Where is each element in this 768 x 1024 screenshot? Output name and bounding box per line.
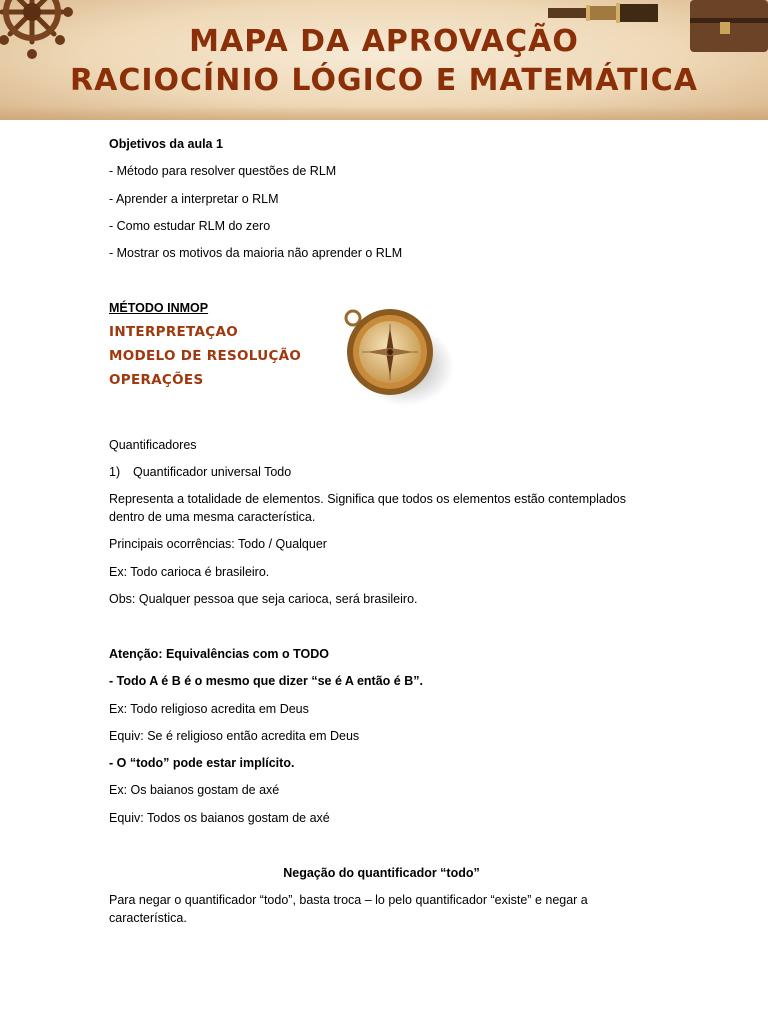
page-title-line-2: RACIOCÍNIO LÓGICO E MATEMÁTICA <box>70 63 698 98</box>
negation-heading: Negação do quantificador “todo” <box>283 866 480 880</box>
negation-paragraph: Para negar o quantificador “todo”, basta troca – lo pelo quantificador “existe” e negar a característica. <box>109 893 588 925</box>
method-item-modelo: MODELO DE RESOLUÇÃO <box>109 348 302 364</box>
example-line: Ex: Todo carioca é brasileiro. <box>109 565 270 579</box>
quantifier-item <box>109 463 291 481</box>
rule-line: - Todo A é B é o mesmo que dizer “se é A então é B”. <box>109 674 423 688</box>
attention-heading: Atenção: Equivalências com o TODO <box>109 647 329 661</box>
quantifier-paragraph: Representa a totalidade de elementos. Significa que todos os elementos estão contemplados dentro de uma mesma característica. <box>109 492 626 524</box>
example-line: Ex: Todo religioso acredita em Deus <box>109 702 309 716</box>
objectives-heading: Objetivos da aula 1 <box>109 137 223 151</box>
item-number: 1) <box>109 465 121 479</box>
objective-item: - Como estudar RLM do zero <box>109 219 271 233</box>
occurrences-line: Principais ocorrências: Todo / Qualquer <box>109 537 327 551</box>
page-title-line-1: MAPA DA APROVAÇÃO <box>189 24 579 59</box>
objective-item: - Aprender a interpretar o RLM <box>109 192 279 206</box>
method-heading: MÉTODO INMOP <box>109 301 209 315</box>
objective-item: - Mostrar os motivos da maioria não aprender o RLM <box>109 246 403 260</box>
header-banner <box>0 0 768 120</box>
compass-icon <box>340 300 460 410</box>
objective-item: - Método para resolver questões de RLM <box>109 164 337 178</box>
equivalence-line: Equiv: Se é religioso então acredita em Deus <box>109 729 360 743</box>
rule-line: - O “todo” pode estar implícito. <box>109 756 295 770</box>
obs-line: Obs: Qualquer pessoa que seja carioca, será brasileiro. <box>109 592 418 606</box>
example-line: Ex: Os baianos gostam de axé <box>109 783 280 797</box>
equivalence-line: Equiv: Todos os baianos gostam de axé <box>109 811 330 825</box>
quantifiers-heading: Quantificadores <box>109 438 197 452</box>
item-title: Quantificador universal Todo <box>133 465 292 479</box>
method-item-operacoes: OPERAÇÕES <box>109 372 204 388</box>
method-item-interpretacao: INTERPRETAÇAO <box>109 324 238 340</box>
